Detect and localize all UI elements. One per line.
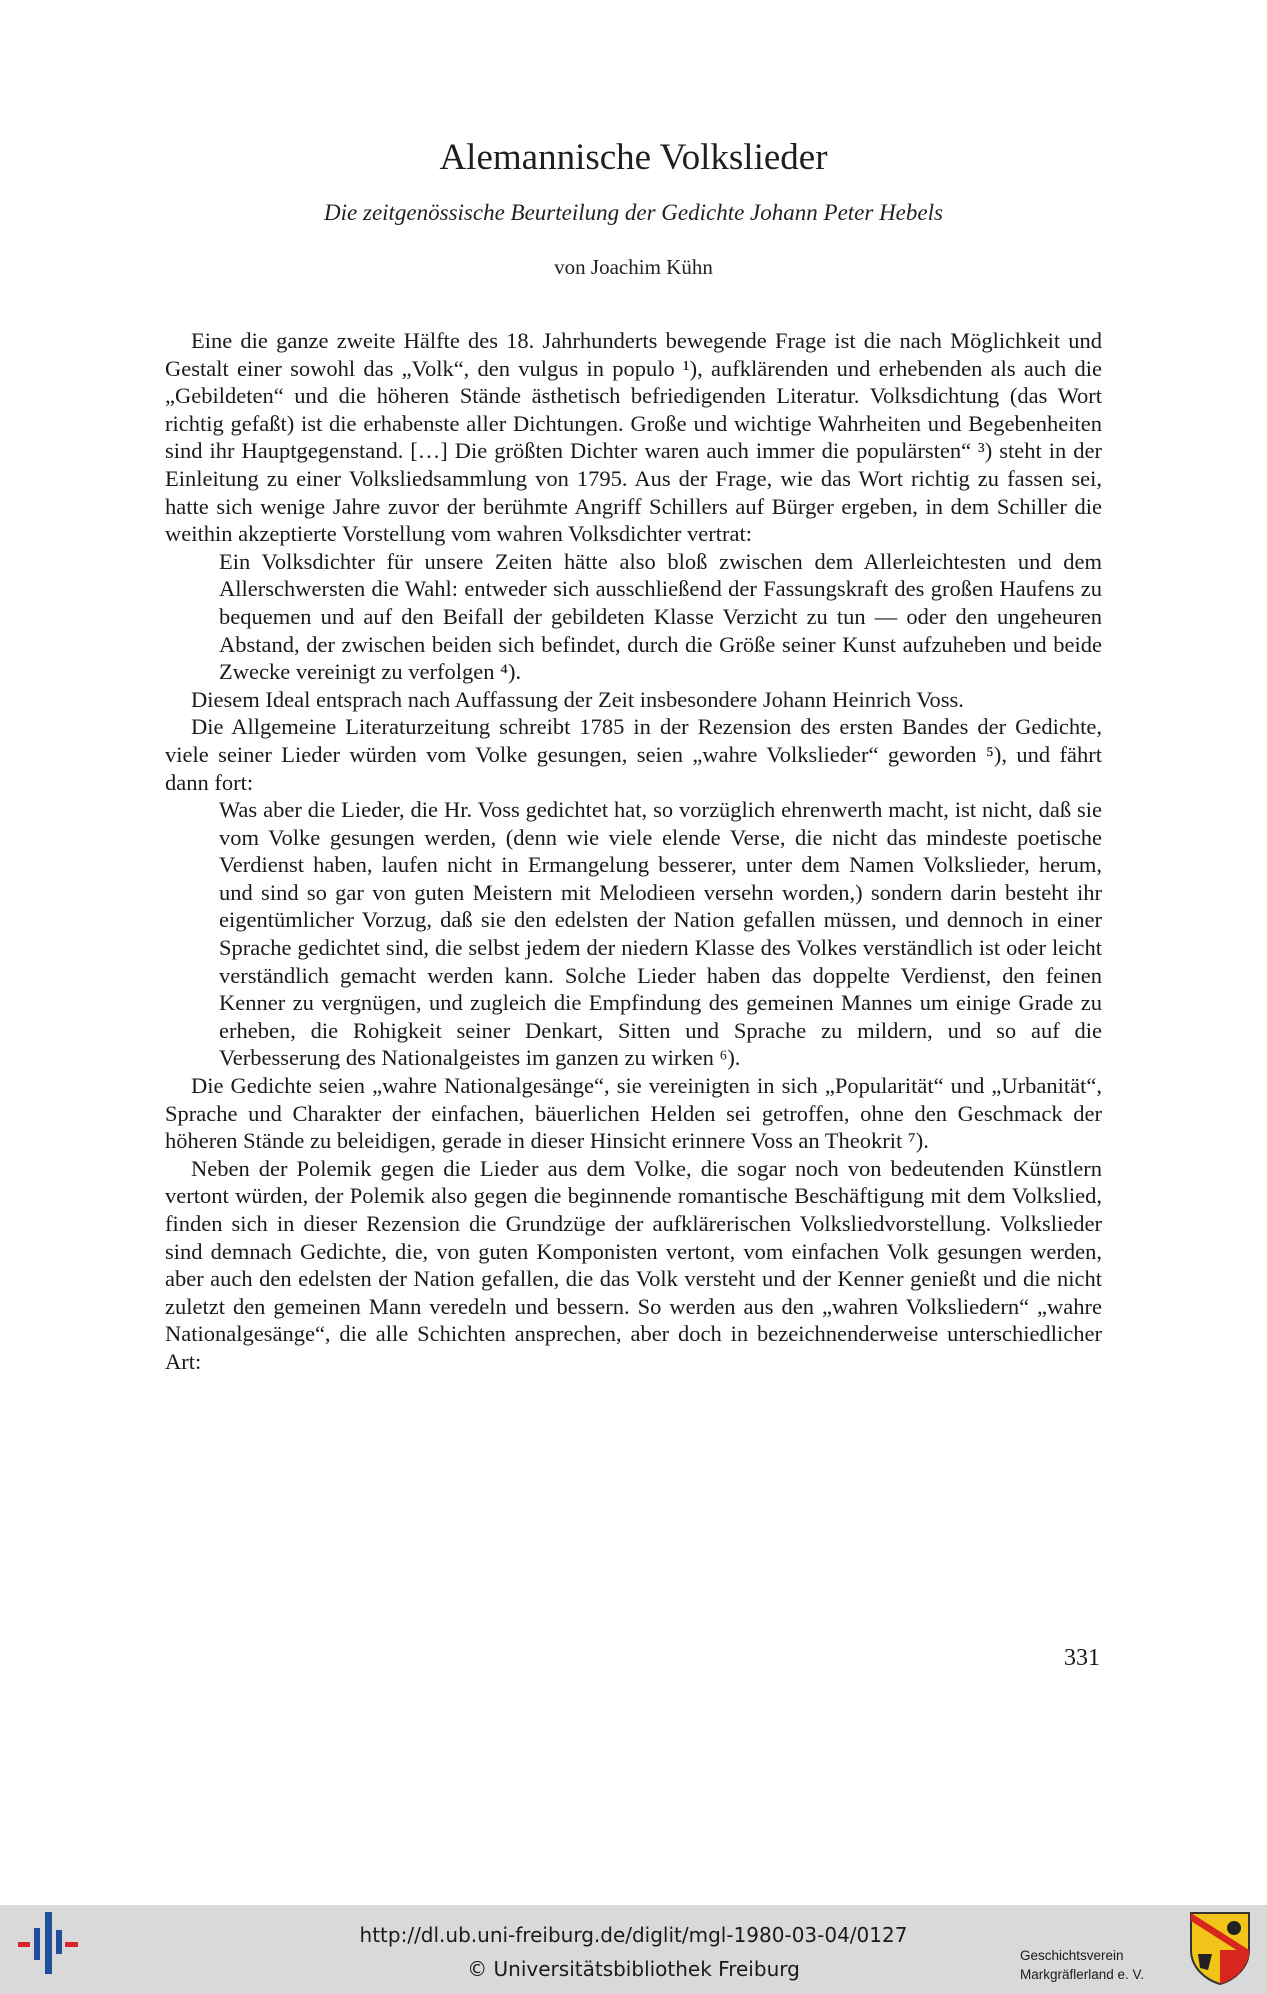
article-title: Alemannische Volkslieder [439,137,828,178]
society-line-2: Markgräflerland e. V. [1020,1967,1145,1982]
page-number: 331 [1064,1645,1100,1671]
paragraph: Die Gedichte seien „wahre Nationalgesänge“, sie vereinigten in sich „Popularität“ und „Urbanität“, Sprache und Charakter der einfachen, bäuerlichen Helden sei getroffen, ohne den Geschmack der höheren Stände zu beleidigen, gerade in dieser Hinsicht erinnere Voss an Theokrit ⁷). [165,1073,1102,1154]
paragraph: Diesem Ideal entsprach nach Auffassung der Zeit insbesondere Johann Heinrich Voss. [191,686,964,712]
article-body [165,327,1102,1376]
article-subtitle: Die zeitgenössische Beurteilung der Gedichte Johann Peter Hebels [324,200,943,225]
block-quote: Was aber die Lieder, die Hr. Voss gedichtet hat, so vorzüglich ehrenwerth macht, ist nicht, daß sie vom Volke gesungen werden, (denn wie viele elende Verse, die nicht das mindeste poetische Verdienst haben, laufen nicht in Ermangelung besserer, unter dem Namen Volkslieder, herum, und sind so gar von guten Meistern mit Melodieen versehn worden,) sondern darin besteht ihr eigentümlicher Vorzug, daß sie den edelsten der Nation gefallen müssen, und dennoch in einer Sprache gedichtet sind, die selbst jedem der niedern Klasse des Volkes verständlich ist oder leicht verständlich gemacht werden kann. Solche Lieder haben das doppelte Verdienst, den feinen Kenner zu vergnügen, und zugleich die Empfindung des gemeinen Mannes um einige Grade zu erheben, die Rohigkeit seiner Denkart, Sitten und Sprache zu mildern, und so auf die Verbesserung des Nationalgeistes im ganzen zu wirken ⁶). [219,797,1102,1071]
markgraeflerland-crest[interactable] [1188,1910,1252,1986]
society-name [1020,1946,1180,1984]
paragraph: Eine die ganze zweite Hälfte des 18. Jahrhunderts bewegende Frage ist die nach Möglichkeit und Gestalt einer sowohl das „Volk“, den vulgus in populo ¹), aufklärenden und erhebenden als auch die „Gebildeten“ und die höheren Stände ästhetisch befriedigenden Literatur. Volksdichtung (das Wort richtig gefaßt) ist die erhabenste aller Dichtungen. Große und wichtige Wahrheiten und Begebenheiten sind ihr Hauptgegenstand. […] Die größten Dichter waren auch immer die populärsten“ ³) steht in der Einleitung zu einer Volksliedsammlung von 1795. Aus der Frage, wie das Wort richtig zu fassen sei, hatte sich wenige Jahre zuvor der berühmte Angriff Schillers auf Bürger ergeben, in dem Schiller die weithin akzeptierte Vorstellung vom wahren Volksdichter vertrat: [165,328,1102,547]
society-line-1: Geschichtsverein [1020,1948,1124,1963]
block-quote: Ein Volksdichter für unsere Zeiten hätte also bloß zwischen dem Allerleichtesten und dem Allerschwersten die Wahl: entweder sich ausschließend der Fassungskraft des großen Haufens zu bequemen und auf den Beifall der gebildeten Klasse Verzicht zu tun — oder den ungeheuren Abstand, der zwischen beiden sich befindet, durch die Größe seiner Kunst aufzuheben und beide Zwecke vereinigt zu verfolgen ⁴). [219,548,1102,685]
document-url[interactable]: http://dl.ub.uni-freiburg.de/diglit/mgl-1980-03-04/0127 [359,1923,908,1947]
paragraph: Die Allgemeine Literaturzeitung schreibt 1785 in der Rezension des ersten Bandes der Gedichte, viele seiner Lieder würden vom Volke gesungen, seien „wahre Volkslieder“ geworden ⁵), und fährt dann fort: [165,714,1102,795]
article-author: von Joachim Kühn [554,255,713,279]
copyright-notice: © Universitätsbibliothek Freiburg [467,1957,800,1981]
paragraph: Neben der Polemik gegen die Lieder aus dem Volke, die sogar noch von bedeutenden Künstlern vertont würden, der Polemik also gegen die beginnende romantische Beschäftigung mit dem Volkslied, finden sich in dieser Rezension die Grundzüge der aufklärerischen Volksliedvorstellung. Volkslieder sind demnach Gedichte, die, von guten Komponisten vertont, vom einfachen Volk gesungen werden, aber auch den edelsten der Nation gefallen, die das Volk versteht und der Kenner genießt und die nicht zuletzt den gemeinen Mann veredeln und bessern. So werden aus den „wahren Volksliedern“ „wahre Nationalgesänge“, die alle Schichten ansprechen, aber doch in bezeichnenderweise unterschiedlicher Art: [165,1155,1102,1374]
